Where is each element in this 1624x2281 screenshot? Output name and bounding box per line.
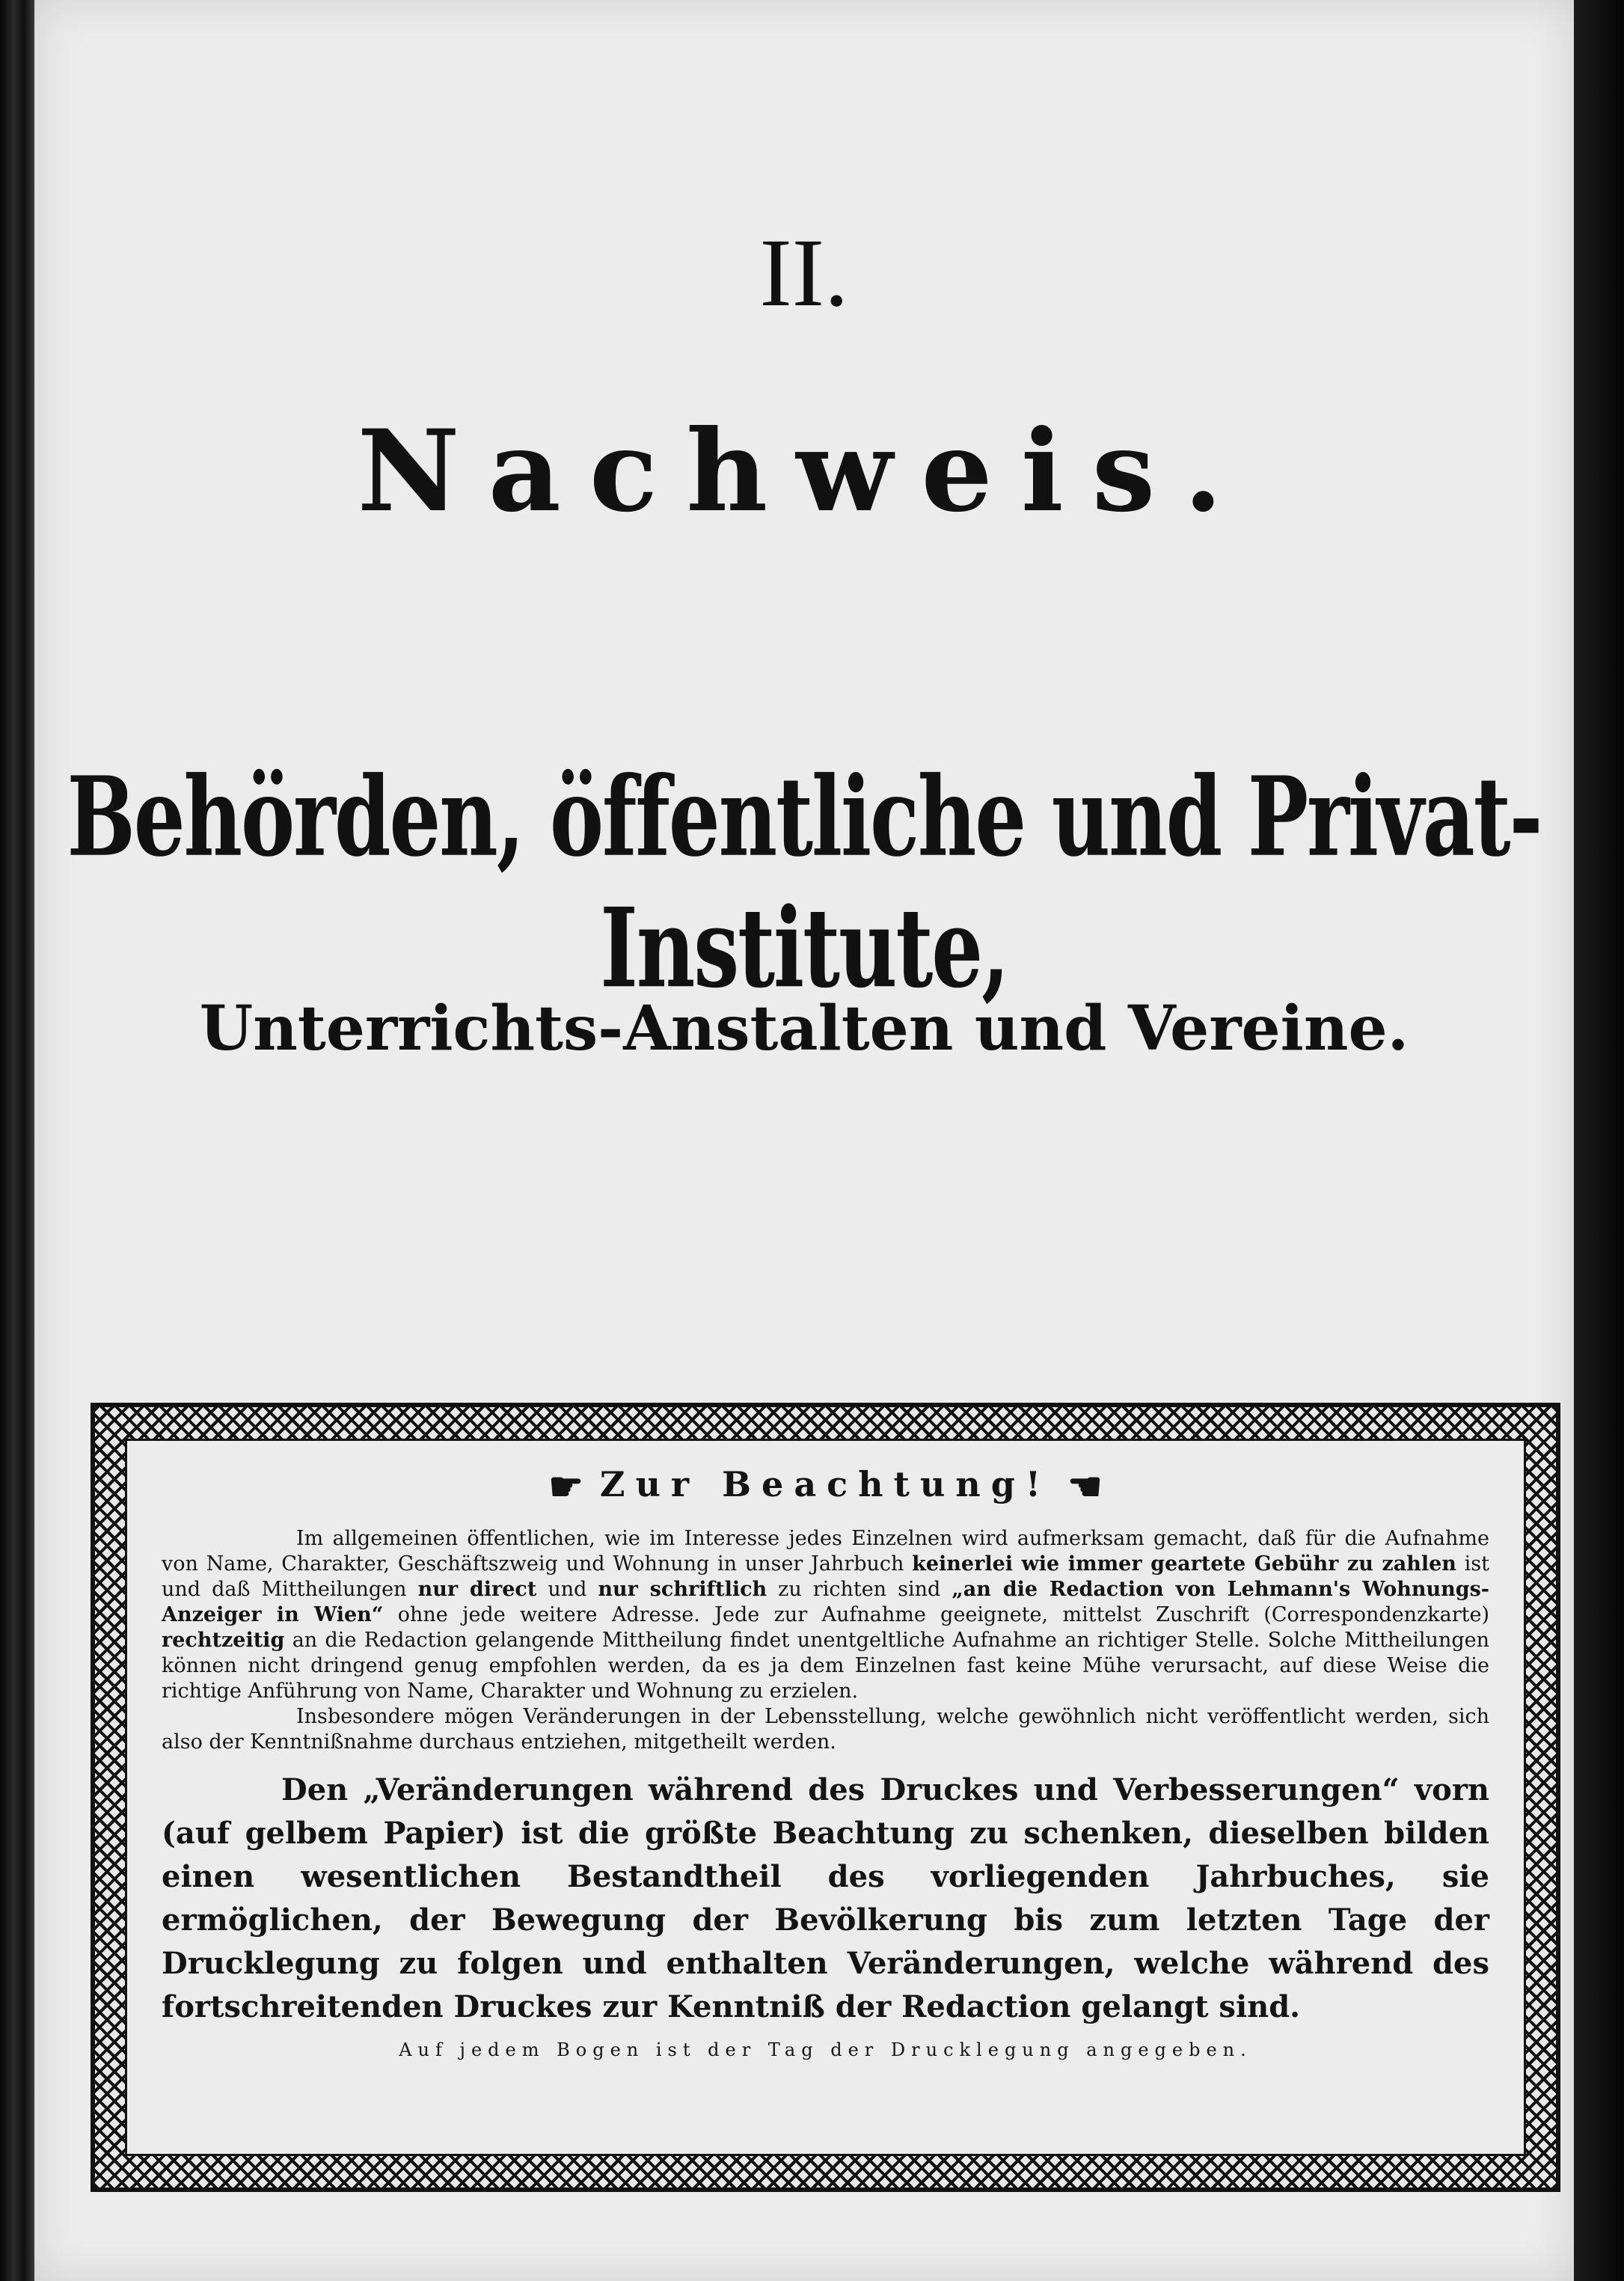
notice-box-ornamental-border <box>91 1403 1560 2192</box>
text-run: ist und daß Mittheilungen <box>162 1552 1489 1601</box>
text-run: Im allgemeinen öffentlichen, wie im Interesse jedes Einzelnen wird aufmerksam gemacht, daß für die Aufnahme von Name, Charakter, Geschäftszweig und Wohnung in unser Jahrbuch <box>162 1527 1489 1576</box>
page <box>34 0 1574 2281</box>
pointing-hand-left-icon: ☚ <box>1067 1464 1103 1510</box>
text-run: an die Redaction gelangende Mittheilung findet unentgeltliche Aufnahme an richtiger Stelle. Solche Mittheilungen können nicht dringend genug empfohlen werden, da es ja dem Einzelnen fast keine Mühe verursacht, auf diese Weise die richtige Anführung von Name, Charakter und Wohnung zu erzielen. <box>162 1629 1489 1703</box>
notice-content <box>125 1439 1526 2156</box>
scan-edge <box>1574 0 1624 2281</box>
section-number: II. <box>759 219 849 327</box>
text-run-bold: nur schriftlich <box>598 1578 767 1601</box>
text-run: und <box>536 1578 598 1601</box>
page-title: Nachweis. <box>357 405 1251 537</box>
text-run-bold: keinerlei wie immer geartete Gebühr zu zahlen <box>912 1552 1456 1576</box>
text-run-bold: nur direct <box>417 1578 537 1601</box>
text-run-bold: rechtzeitig <box>162 1629 285 1652</box>
pointing-hand-right-icon: ☛ <box>548 1464 583 1510</box>
heading-institutions: Unterrichts-Anstalten und Vereine. <box>199 993 1409 1065</box>
notice-paragraph-2: Insbesondere mögen Veränderungen in der Lebensstellung, welche gewöhnlich nicht veröffentlicht werden, sich also der Kenntnißnahme durchaus entziehen, mitgetheilt werden. <box>162 1705 1489 1754</box>
notice-footer: Auf jedem Bogen ist der Tag der Drucklegung angegeben. <box>399 2039 1252 2060</box>
book-spine <box>0 0 34 2281</box>
notice-title: Zur Beachtung! <box>599 1464 1052 1504</box>
notice-paragraph-1 <box>162 1526 1489 1704</box>
redaction-address: „an die Redaction von Lehmann's Wohnungs-Anzeiger in Wien“ <box>162 1578 1490 1626</box>
text-run: ohne jede weitere Adresse. Jede zur Aufnahme geeignete, mittelst Zuschrift (Correspondenzkarte) <box>383 1603 1489 1626</box>
heading-authorities: Behörden, öffentliche und Privat-Institute, <box>67 753 1542 1013</box>
notice-paragraph-3: Den „Veränderungen während des Druckes und Verbesserungen“ vorn (auf gelbem Papier) ist die größte Beachtung zu schenken, dieselben bilden einen wesentlichen Bestandtheil des vorliegenden Jahrbuches, sie ermöglichen, der Bewegung der Bevölkerung bis zum letzten Tage der Drucklegung zu folgen und enthalten Veränderungen, welche während des fortschreitenden Druckes zur Kenntniß der Redaction gelangt sind. <box>162 1772 1489 2024</box>
notice-heading <box>162 1462 1489 1510</box>
text-run: zu richten sind <box>767 1578 952 1601</box>
